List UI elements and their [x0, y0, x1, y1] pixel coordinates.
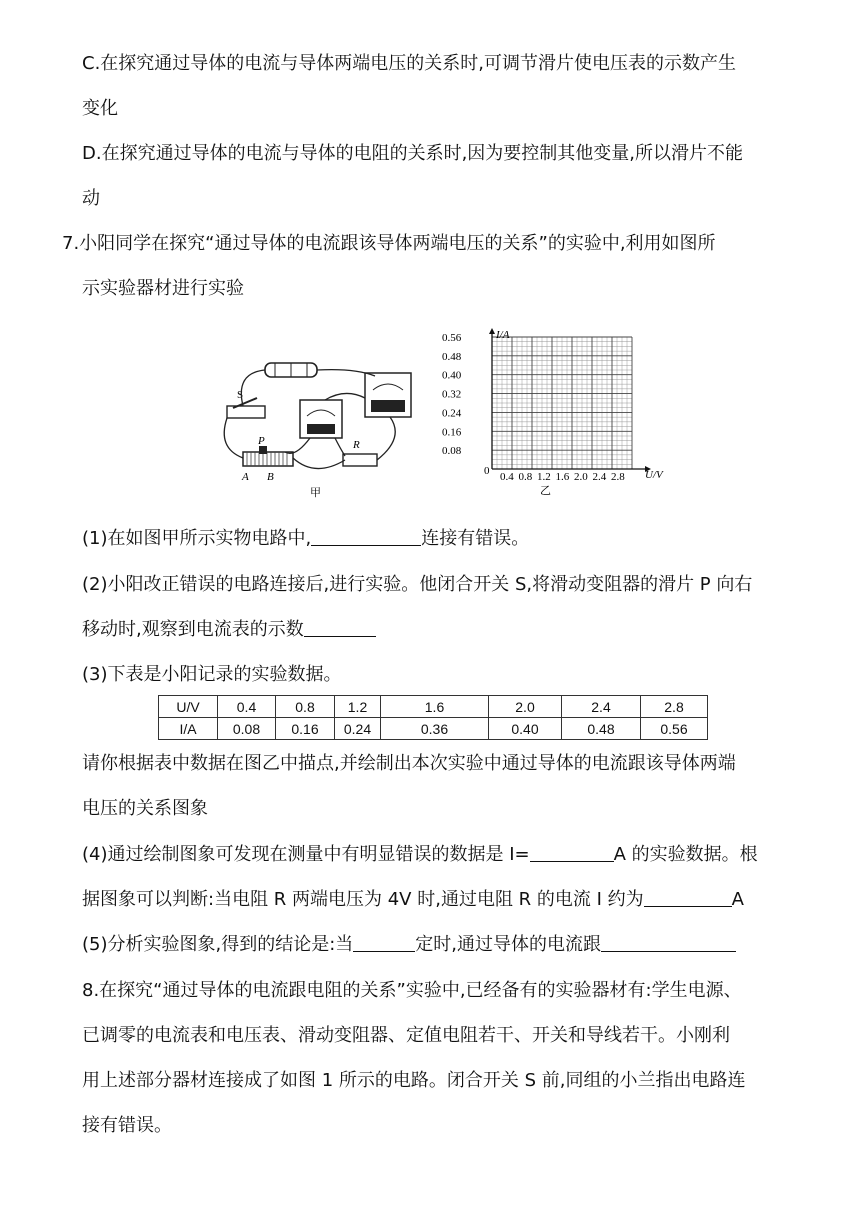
q7-part1 [82, 527, 529, 551]
y-tick-label: 0.40 [442, 369, 462, 382]
data-table [158, 695, 708, 740]
answer-blank-3[interactable] [530, 843, 614, 862]
table-cell: 0.24 [335, 718, 381, 740]
q7-part5-text-a: (5)分析实验图象,得到的结论是:当 [82, 934, 354, 955]
y-tick-label: 0.24 [442, 407, 462, 420]
answer-blank-6[interactable] [601, 933, 736, 952]
q7-part1-text-b: 连接有错误。 [421, 528, 530, 549]
y-tick-label: 0.16 [442, 426, 462, 439]
table-cell: 1.2 [335, 696, 381, 718]
caption-jia: 甲 [310, 487, 321, 498]
q8-stem-line1: 8.在探究“通过导体的电流跟电阻的关系”实验中,已经备有的实验器材有:学生电源、 [82, 980, 742, 1001]
q7-part4-text-c: 据图象可以判断:当电阻 R 两端电压为 4V 时,通过电阻 R 的电流 I 约为 [82, 889, 644, 910]
current-voltage-grid [440, 328, 665, 498]
table-cell: U/V [159, 696, 218, 718]
origin-label: 0 [484, 465, 490, 477]
q7-part2-text: 移动时,观察到电流表的示数 [82, 619, 304, 640]
q7-part4-text-d: A [731, 889, 744, 910]
option-c-line2: 变化 [82, 98, 118, 119]
y-tick-label: 0.56 [442, 332, 462, 344]
q7-part4-line1 [82, 843, 758, 867]
answer-blank-2[interactable] [304, 618, 376, 637]
table-cell: 0.16 [276, 718, 335, 740]
q8-stem-line3: 用上述部分器材连接成了如图 1 所示的电路。闭合开关 S 前,同组的小兰指出电路连 [82, 1070, 746, 1091]
label-b: B [267, 471, 274, 483]
x-tick-label: 1.6 [555, 471, 570, 483]
q7-part4-text-a: (4)通过绘制图象可发现在测量中有明显错误的数据是 I= [82, 844, 530, 865]
q7-part5 [82, 933, 736, 957]
table-cell: I/A [159, 718, 218, 740]
option-d-line2: 动 [82, 188, 100, 209]
table-cell: 0.36 [381, 718, 489, 740]
figures [215, 328, 665, 498]
table-cell: 0.08 [218, 718, 276, 740]
table-cell: 0.56 [641, 718, 708, 740]
x-tick-label: 0.8 [518, 471, 533, 483]
option-c-line1: C.在探究通过导体的电流与导体两端电压的关系时,可调节滑片使电压表的示数产生 [82, 53, 737, 74]
y-tick-label: 0.48 [442, 350, 462, 363]
q7-part4-text-b: A 的实验数据。根 [613, 844, 758, 865]
q7-part2-line2 [82, 618, 376, 642]
y-axis-label: I/A [496, 329, 510, 341]
q7-stem-line1: 7.小阳同学在探究“通过导体的电流跟该导体两端电压的关系”的实验中,利用如图所 [62, 233, 716, 254]
label-a: A [242, 471, 249, 483]
q7-stem-line2: 示实验器材进行实验 [82, 278, 244, 299]
x-tick-label: 2.4 [592, 471, 607, 483]
x-tick-label: 0.4 [500, 471, 514, 483]
caption-yi: 乙 [540, 485, 551, 497]
answer-blank-1[interactable] [311, 527, 421, 546]
q7-part1-text-a: (1)在如图甲所示实物电路中, [82, 528, 312, 549]
table-cell: 2.8 [641, 696, 708, 718]
option-d-line1: D.在探究通过导体的电流与导体的电阻的关系时,因为要控制其他变量,所以滑片不能 [82, 143, 744, 164]
q7-part4-line2 [82, 888, 744, 912]
table-cell: 0.40 [489, 718, 562, 740]
label-s: S [237, 389, 244, 401]
q7-part3-instruction-line2: 电压的关系图象 [82, 798, 208, 819]
y-tick-label: 0.32 [442, 388, 462, 401]
table-cell: 2.0 [489, 696, 562, 718]
x-tick-label: 2.8 [611, 471, 625, 483]
table-row [159, 718, 708, 740]
y-tick-label: 0.08 [442, 445, 462, 458]
table-cell: 2.4 [562, 696, 641, 718]
label-r: R [353, 439, 360, 451]
q7-part3-instruction-line1: 请你根据表中数据在图乙中描点,并绘制出本次实验中通过导体的电流跟该导体两端 [82, 753, 736, 774]
table-cell: 1.6 [381, 696, 489, 718]
q7-part2-line1: (2)小阳改正错误的电路连接后,进行实验。他闭合开关 S,将滑动变阻器的滑片 P 向右 [82, 574, 753, 595]
q7-part5-text-b: 定时,通过导体的电流跟 [415, 934, 602, 955]
circuit-diagram [215, 328, 430, 498]
table-row [159, 696, 708, 718]
table-cell: 0.4 [218, 696, 276, 718]
table-cell: 0.8 [276, 696, 335, 718]
x-tick-label: 2.0 [574, 471, 588, 483]
answer-blank-4[interactable] [644, 888, 732, 907]
q8-stem-line4: 接有错误。 [82, 1115, 172, 1136]
q7-part3: (3)下表是小阳记录的实验数据。 [82, 664, 342, 685]
label-p: P [258, 435, 265, 447]
x-tick-label: 1.2 [537, 471, 551, 483]
table-cell: 0.48 [562, 718, 641, 740]
answer-blank-5[interactable] [353, 933, 415, 952]
q8-stem-line2: 已调零的电流表和电压表、滑动变阻器、定值电阻若干、开关和导线若干。小刚利 [82, 1025, 730, 1046]
x-axis-label: U/V [645, 469, 663, 481]
